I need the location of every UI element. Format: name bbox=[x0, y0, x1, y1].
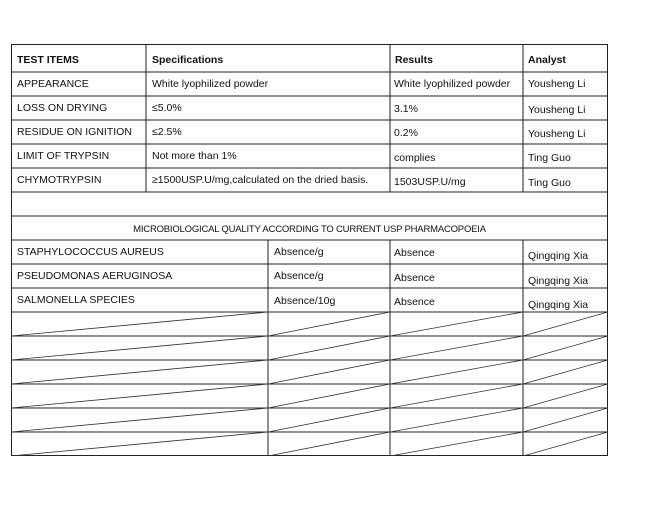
row-analyst: Yousheng Li bbox=[528, 128, 586, 140]
header-specifications: Specifications bbox=[152, 54, 224, 66]
row-analyst: Yousheng Li bbox=[528, 78, 586, 90]
row-result: 1503USP.U/mg bbox=[394, 176, 466, 188]
row-spec: ≥1500USP.U/mg,calculated on the dried basis. bbox=[152, 174, 369, 186]
micro-row-analyst: Qingqing Xia bbox=[528, 275, 589, 287]
micro-row-spec: Absence/g bbox=[274, 270, 324, 282]
row-item: APPEARANCE bbox=[17, 78, 89, 90]
row-analyst: Ting Guo bbox=[528, 177, 571, 189]
row-result: White lyophilized powder bbox=[394, 78, 511, 90]
row-spec: Not more than 1% bbox=[152, 150, 237, 162]
header-test-items: TEST ITEMS bbox=[17, 54, 79, 66]
test-results-table bbox=[11, 44, 608, 456]
micro-row-analyst: Qingqing Xia bbox=[528, 299, 589, 311]
row-spec: ≤5.0% bbox=[152, 102, 182, 114]
micro-row-spec: Absence/10g bbox=[274, 295, 336, 307]
header-analyst: Analyst bbox=[528, 54, 566, 66]
row-analyst: Yousheng Li bbox=[528, 104, 586, 116]
micro-row-spec: Absence/g bbox=[274, 246, 324, 258]
micro-row-item: SALMONELLA SPECIES bbox=[17, 294, 135, 306]
micro-row-result: Absence bbox=[394, 296, 435, 308]
row-item: RESIDUE ON IGNITION bbox=[17, 126, 132, 138]
row-item: LIMIT OF TRYPSIN bbox=[17, 150, 110, 162]
micro-row-result: Absence bbox=[394, 272, 435, 284]
micro-row-item: STAPHYLOCOCCUS AUREUS bbox=[17, 246, 164, 258]
row-result: 0.2% bbox=[394, 127, 418, 139]
micro-row-analyst: Qingqing Xia bbox=[528, 250, 589, 262]
micro-section-title: MICROBIOLOGICAL QUALITY ACCORDING TO CURRENT USP PHARMACOPOEIA bbox=[133, 224, 486, 235]
row-result: complies bbox=[394, 152, 436, 164]
row-spec: White lyophilized powder bbox=[152, 78, 269, 90]
row-item: CHYMOTRYPSIN bbox=[17, 174, 102, 186]
row-analyst: Ting Guo bbox=[528, 152, 571, 164]
row-spec: ≤2.5% bbox=[152, 126, 182, 138]
micro-row-item: PSEUDOMONAS AERUGINOSA bbox=[17, 270, 173, 282]
header-results: Results bbox=[395, 54, 433, 66]
micro-row-result: Absence bbox=[394, 247, 435, 259]
row-item: LOSS ON DRYING bbox=[17, 102, 108, 114]
row-result: 3.1% bbox=[394, 103, 418, 115]
